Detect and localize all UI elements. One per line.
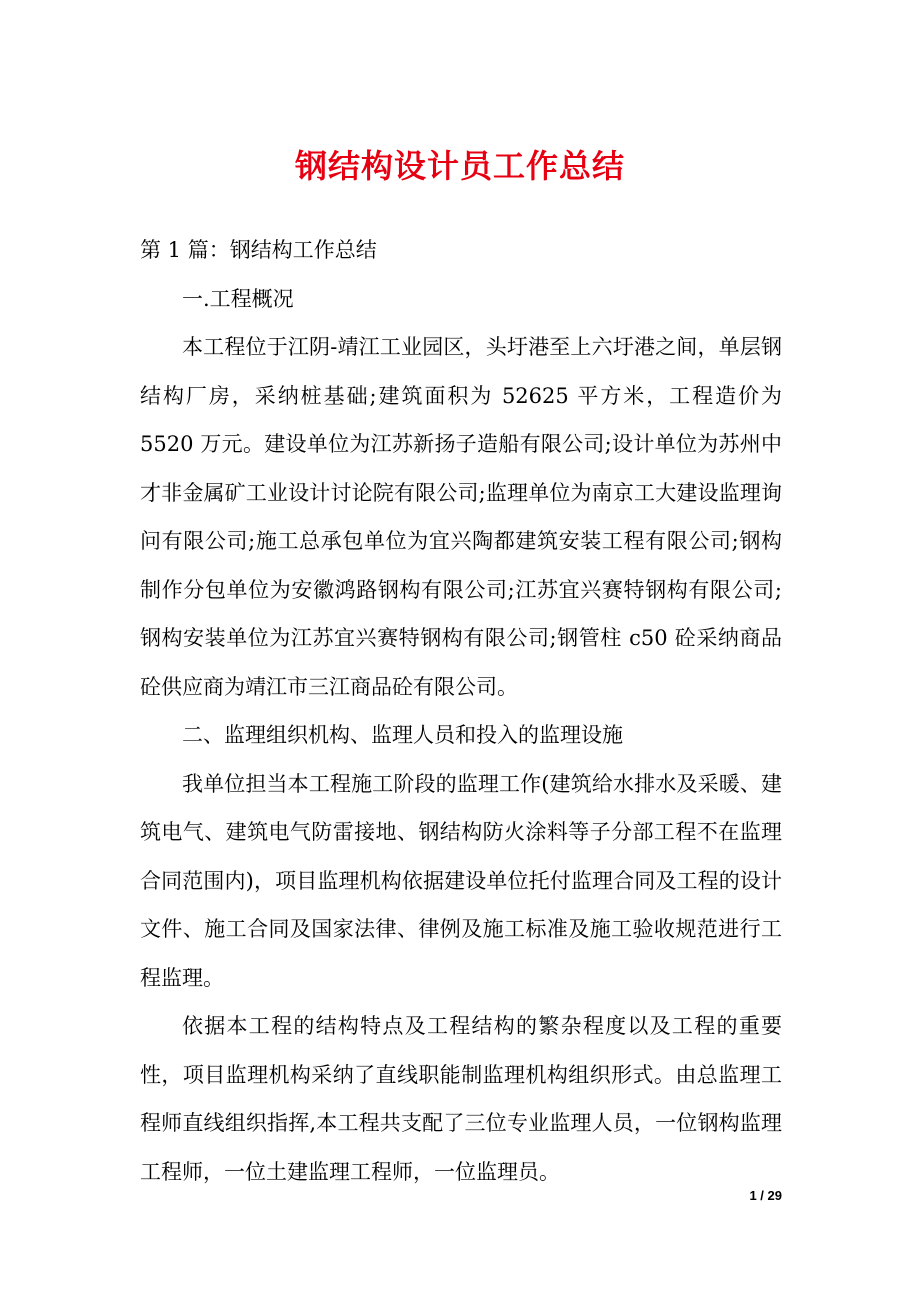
page-number: 1 / 29 xyxy=(749,1188,782,1203)
paragraph-supervision-structure: 依据本工程的结构特点及工程结构的繁杂程度以及工程的重要性，项目监理机构采纳了直线职能制监理机构组织形式。由总监理工程师直线组织指挥,本工程共支配了三位专业监理人员，一位钢构监理工程师，一位土建监理工程师，一位监理员。 xyxy=(140,1014,782,1184)
section-heading-project-overview: 一.工程概况 xyxy=(182,286,294,311)
document-body xyxy=(140,226,782,1196)
section-heading-supervision-organization: 二、监理组织机构、监理人员和投入的监理设施 xyxy=(182,723,623,747)
document-title: 钢结构设计员工作总结 xyxy=(294,147,625,185)
paragraph-supervision-scope: 我单位担当本工程施工阶段的监理工作(建筑给水排水及采暖、建筑电气、建筑电气防雷接地、钢结构防火涂料等子分部工程不在监理合同范围内)，项目监理机构依据建设单位托付监理合同及工程的设计文件、施工合同及国家法律、律例及施工标准及施工验收规范进行工程监理。 xyxy=(140,771,782,990)
paragraph-project-overview: 本工程位于江阴-靖江工业园区，头圩港至上六圩港之间，单层钢结构厂房，采纳桩基础;建筑面积为 52625 平方米，工程造价为 5520 万元。建设单位为江苏新扬子造船有限公司;设计单位为苏州中才非金属矿工业设计讨论院有限公司;监理单位为南京工大建设监理询问有限公司;施工总承包单位为宜兴陶都建筑安装工程有限公司;钢构制作分包单位为安徽鸿路钢构有限公司;江苏宜兴赛特钢构有限公司;钢构安装单位为江苏宜兴赛特钢构有限公司;钢管柱 c50 砼采纳商品砼供应商为靖江市三江商品砼有限公司。 xyxy=(140,335,782,699)
chapter-heading: 第 1 篇：钢结构工作总结 xyxy=(140,238,377,262)
